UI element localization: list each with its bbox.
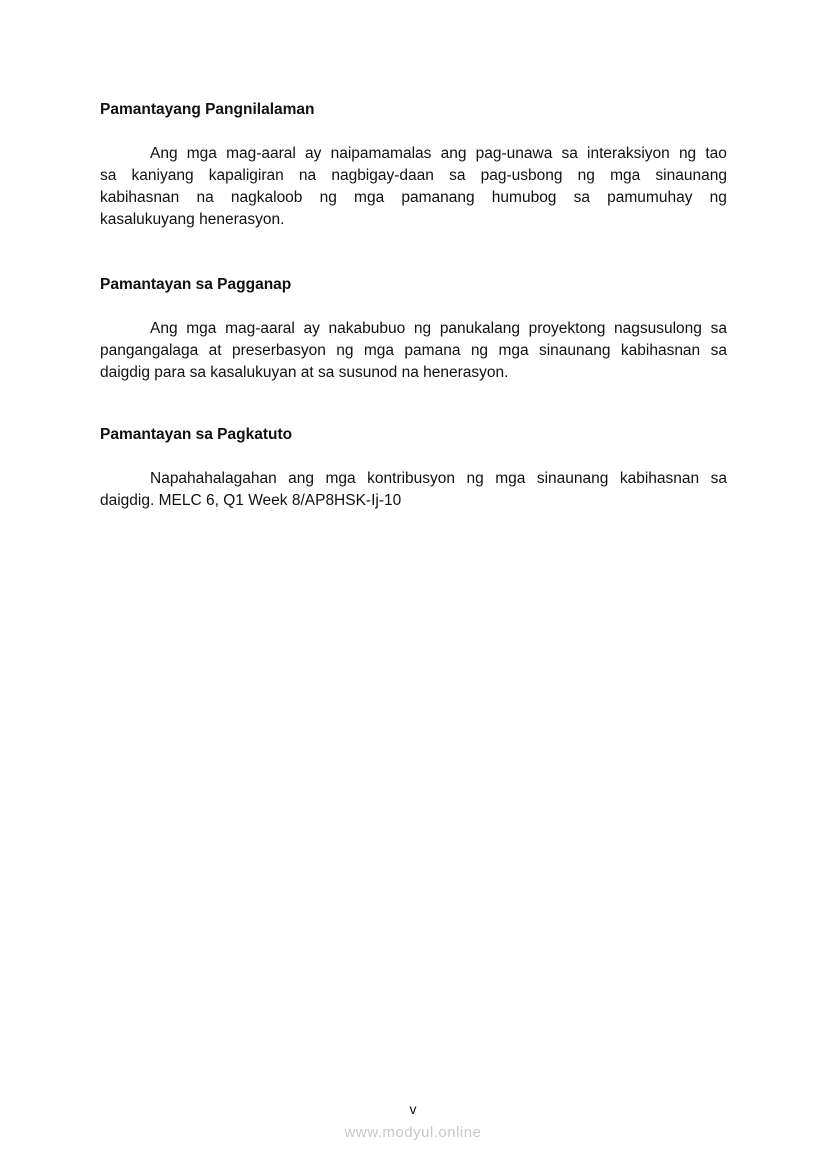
paragraph-line	[100, 143, 727, 165]
section-paragraph	[100, 143, 727, 231]
section-paragraph	[100, 468, 727, 512]
word: mga	[354, 189, 385, 206]
paragraph-line	[100, 318, 727, 340]
word: nakabubuo	[328, 320, 406, 337]
word: mag-aaral	[226, 145, 296, 162]
section-heading: Pamantayang Pangnilalaman	[100, 101, 315, 118]
word: ay	[305, 145, 322, 162]
section-heading: Pamantayan sa Pagkatuto	[100, 426, 293, 443]
word: kabihasnan	[100, 189, 180, 206]
word: mga	[186, 145, 217, 162]
word: ng	[577, 167, 595, 184]
word: sa	[710, 320, 727, 337]
word: sinaunang	[538, 342, 611, 359]
paragraph-line: daigdig para sa kasalukuyan at sa susunod na henerasyon.	[100, 364, 509, 381]
word: kabihasnan	[619, 470, 700, 487]
word: Ang	[150, 320, 178, 337]
word: ng	[336, 342, 354, 359]
word: interaksiyon	[587, 145, 670, 162]
word: mga	[610, 167, 641, 184]
word: pag-usbong	[480, 167, 563, 184]
paragraph-line: daigdig. MELC 6, Q1 Week 8/AP8HSK-Ij-10	[100, 492, 402, 509]
watermark: www.modyul.online	[344, 1124, 482, 1141]
word: sinaunang	[655, 167, 727, 184]
word: mga	[186, 320, 217, 337]
word: kontribusyon	[367, 470, 456, 487]
section-heading: Pamantayan sa Pagganap	[100, 276, 292, 293]
word: ng	[466, 470, 484, 487]
paragraph-line	[100, 187, 727, 209]
word: mga	[363, 342, 395, 359]
word: pamumuhay	[607, 189, 693, 206]
word: naipamamalas	[330, 145, 432, 162]
word: ng	[319, 189, 337, 206]
page-number: v	[409, 1101, 417, 1117]
word: proyektong	[528, 320, 606, 337]
word: sa	[100, 167, 117, 184]
word: sa	[710, 342, 727, 359]
word: nagkaloob	[230, 189, 303, 206]
word: sinaunang	[536, 470, 609, 487]
section-paragraph	[100, 318, 727, 384]
paragraph-line	[100, 340, 727, 362]
word: sa	[449, 167, 466, 184]
paragraph-line	[100, 165, 727, 187]
word: sa	[561, 145, 578, 162]
word: kapaligiran	[208, 167, 284, 184]
word: na	[298, 167, 317, 184]
word: at	[208, 342, 222, 359]
word: panukalang	[439, 320, 520, 337]
word: nagsusulong	[614, 320, 702, 337]
word: ang	[288, 470, 315, 487]
word: sa	[710, 470, 727, 487]
word: mag-aaral	[225, 320, 295, 337]
paragraph-line	[100, 468, 727, 490]
word: ng	[709, 189, 727, 206]
word: sa	[573, 189, 590, 206]
paragraph-line: kasalukuyang henerasyon.	[100, 211, 285, 228]
word: preserbasyon	[231, 342, 326, 359]
word: pamana	[404, 342, 461, 359]
word: Ang	[150, 145, 178, 162]
word: na	[196, 189, 214, 206]
word: mga	[498, 342, 529, 359]
word: mga	[325, 470, 356, 487]
word: pag-unawa	[475, 145, 553, 162]
word: tao	[705, 145, 727, 162]
word: nagbigay-daan	[331, 167, 434, 184]
word: ang	[440, 145, 467, 162]
word: pangangalaga	[100, 342, 199, 359]
word: pamanang	[401, 189, 475, 206]
word: Napahahalagahan	[150, 470, 277, 487]
word: kabihasnan	[620, 342, 701, 359]
word: kaniyang	[131, 167, 194, 184]
word: ng	[413, 320, 432, 337]
word: ng	[678, 145, 697, 162]
word: humubog	[491, 189, 557, 206]
word: ay	[303, 320, 320, 337]
word: mga	[495, 470, 526, 487]
word: ng	[470, 342, 489, 359]
